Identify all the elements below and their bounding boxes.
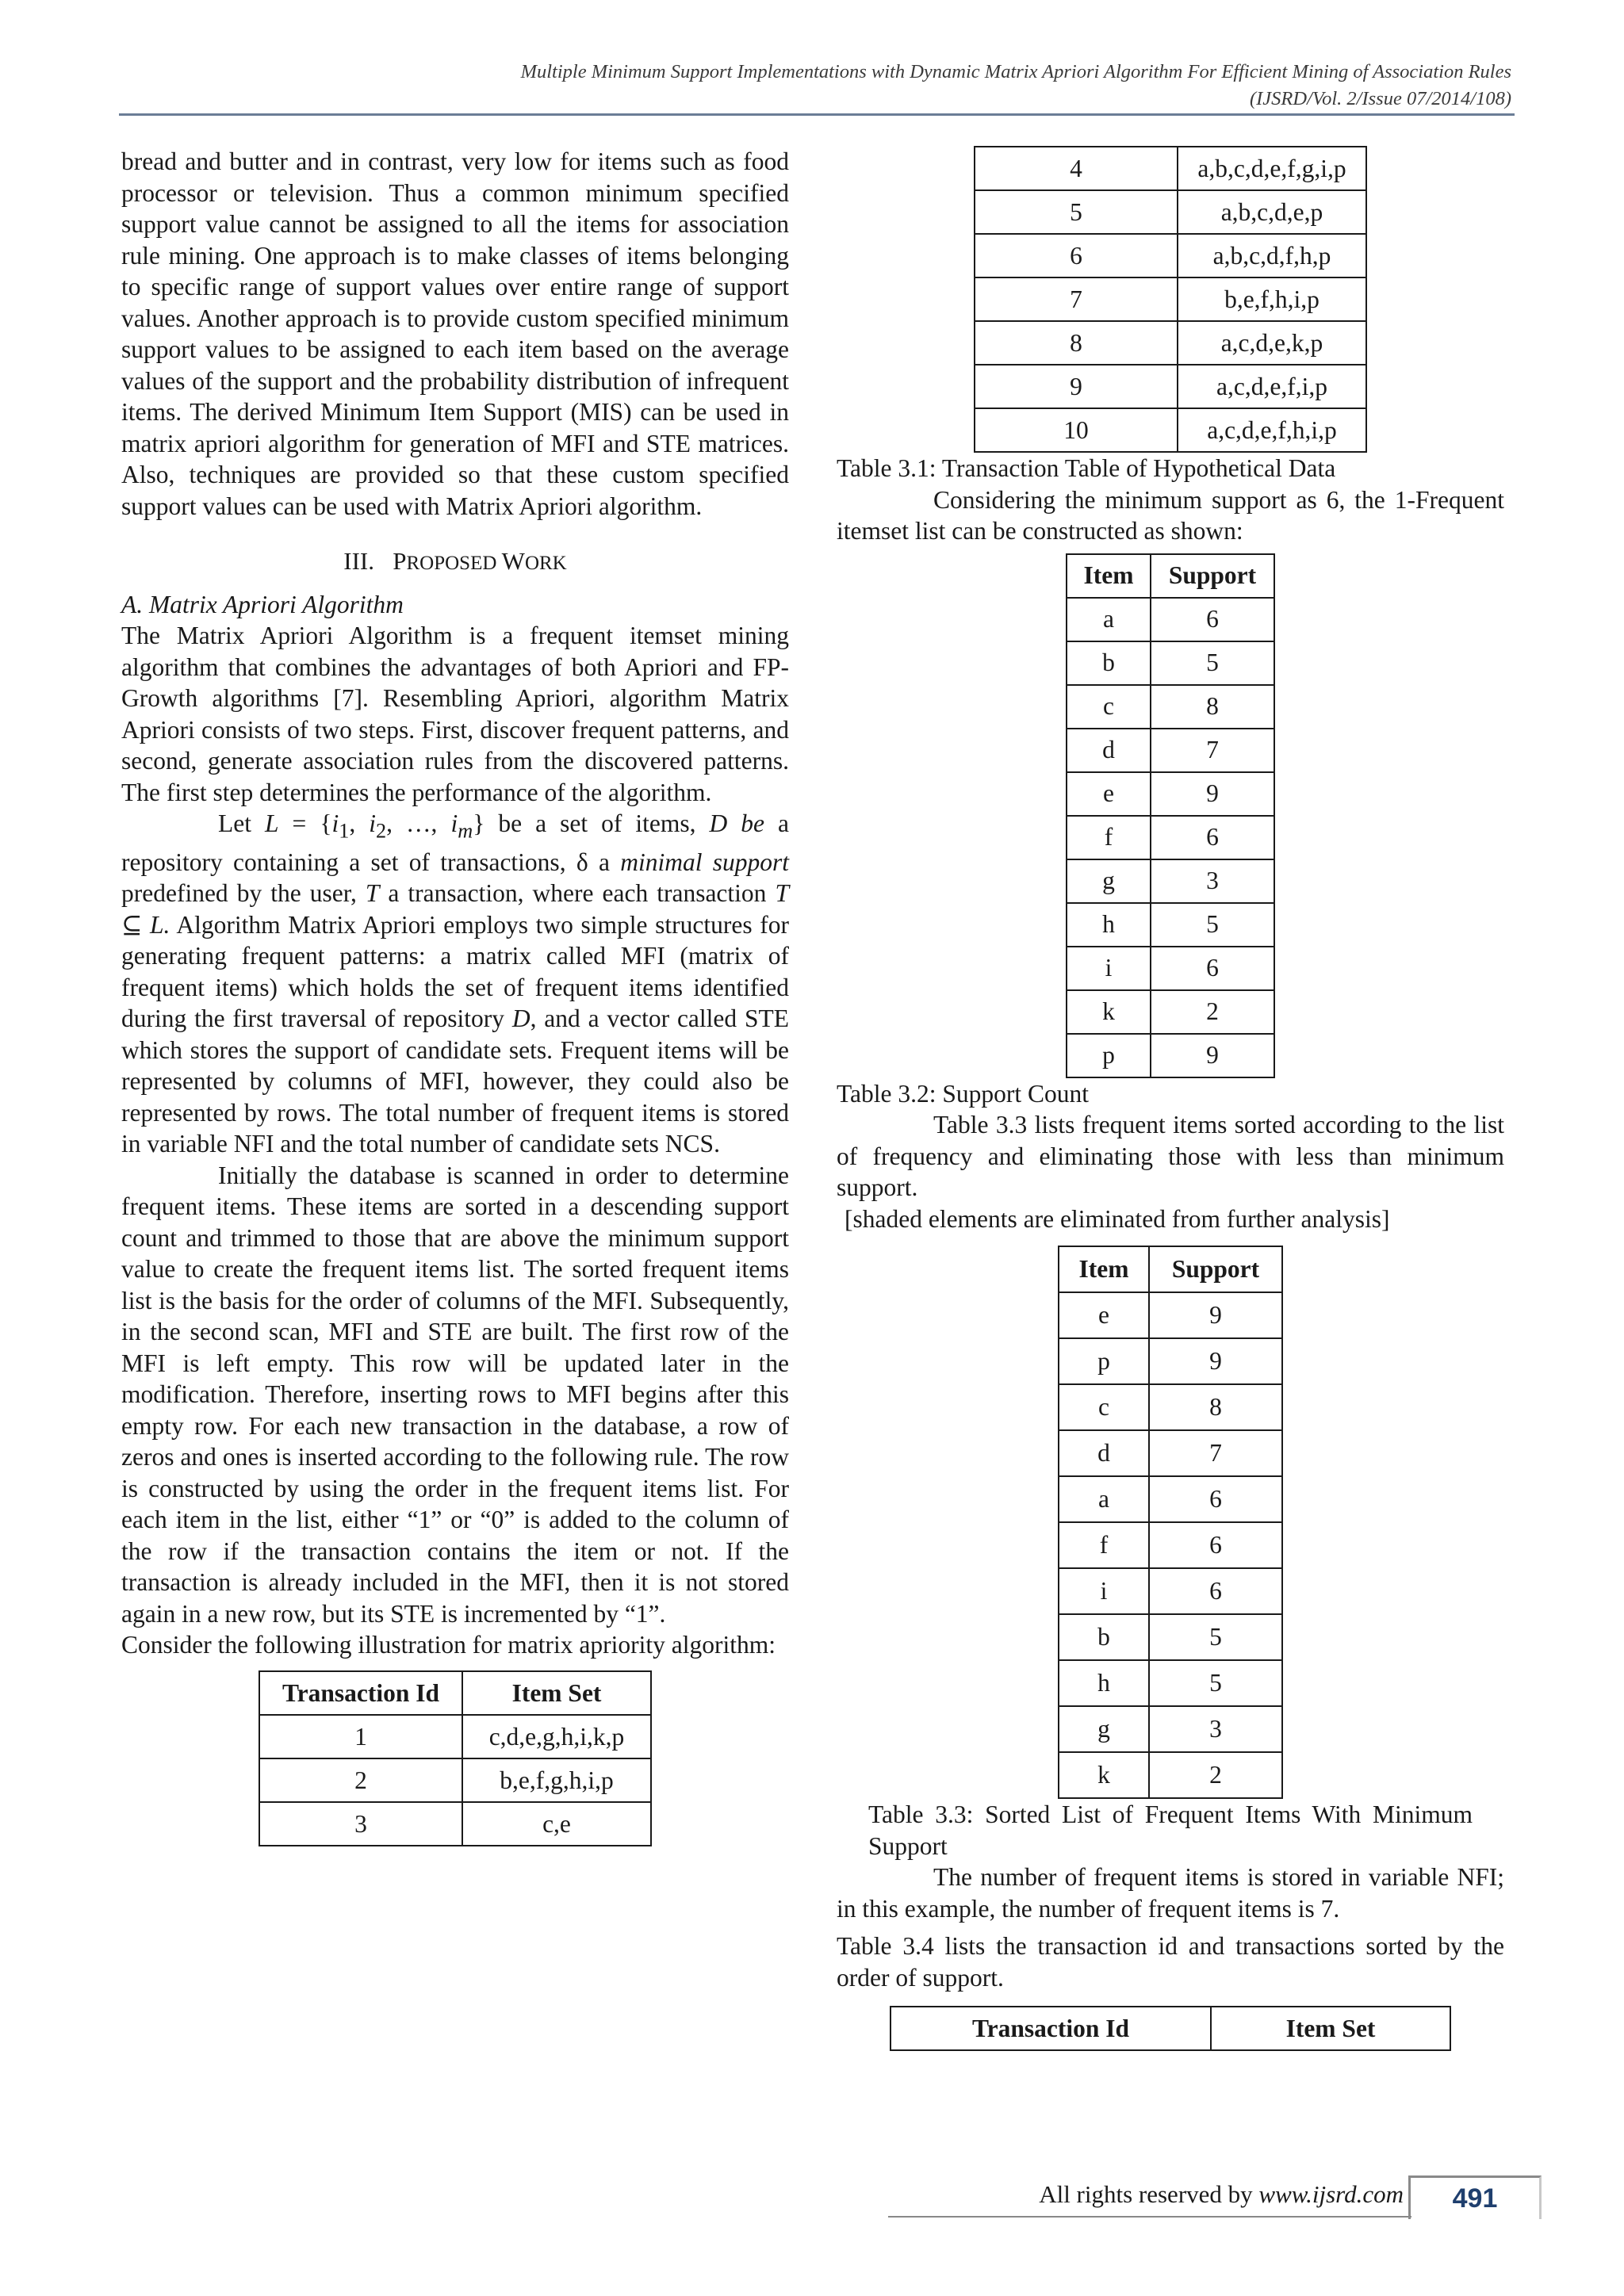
table-row: 10 a,c,d,e,f,h,i,p xyxy=(975,408,1366,452)
table-row: b 5 xyxy=(1067,641,1274,685)
table-row: c 8 xyxy=(1067,685,1274,729)
header-transaction-id: Transaction Id xyxy=(259,1671,462,1715)
table-row: 1 c,d,e,g,h,i,k,p xyxy=(259,1715,651,1758)
paragraph-nfi: The number of frequent items is stored in variable NFI; in this example, the number of frequent items is 7. xyxy=(837,1863,1504,1923)
left-column xyxy=(121,146,789,1846)
table-row: h 5 xyxy=(1067,903,1274,947)
footer-copyright: All rights reserved by www.ijsrd.com xyxy=(1039,2180,1404,2208)
table-row: g 3 xyxy=(1059,1706,1282,1752)
table-row: 3 c,e xyxy=(259,1802,651,1846)
paragraph-illustration: Consider the following illustration for matrix apriority algorithm: xyxy=(121,1631,776,1659)
page-number: 491 xyxy=(1408,2175,1542,2219)
header-transaction-id: Transaction Id xyxy=(891,2007,1211,2050)
paragraph-table-3-4-intro: Table 3.4 lists the transaction id and transactions sorted by the order of support. xyxy=(837,1932,1504,1992)
table-header-row xyxy=(1059,1246,1282,1292)
table-3-1-part-2 xyxy=(974,146,1367,453)
paragraph-intro: bread and butter and in contrast, very low for items such as food processor or television. Thus a common minimum specified support value cannot be assigned to all the items for association rule mining. One approach is to make classes of items belonging to specific range of support values over entire range of support values. Another approach is to provide custom specified minimum support values to be assigned to each item based on the average values of the support and the probability distribution of infrequent items. The derived Minimum Item Support (MIS) can be used in matrix apriori algorithm for generation of MFI and STE matrices. Also, techniques are provided so that these custom specified support values can be used with Matrix Apriori algorithm. xyxy=(121,147,789,520)
table-3-1-caption: Table 3.1: Transaction Table of Hypothetical Data xyxy=(837,454,1336,482)
header-item-set: Item Set xyxy=(1211,2007,1450,2050)
table-row: e 9 xyxy=(1059,1292,1282,1338)
table-row: a 6 xyxy=(1067,598,1274,641)
table-row: c 8 xyxy=(1059,1384,1282,1430)
table-3-2-caption: Table 3.2: Support Count xyxy=(837,1079,1090,1108)
table-row: i 6 xyxy=(1067,947,1274,990)
table-row: h 5 xyxy=(1059,1660,1282,1706)
table-row: 7 b,e,f,h,i,p xyxy=(975,277,1366,321)
table-row: k 2 xyxy=(1067,990,1274,1034)
header-title: Multiple Minimum Support Implementations with Dynamic Matrix Apriori Algorithm For Efficient Mining of Association Rules xyxy=(520,61,1511,82)
header-support: Support xyxy=(1149,1246,1282,1292)
table-row: p 9 xyxy=(1059,1338,1282,1384)
table-row: a 6 xyxy=(1059,1476,1282,1522)
table-row: b 5 xyxy=(1059,1614,1282,1660)
paragraph-min-support: Considering the minimum support as 6, the 1-Frequent itemset list can be constructed as shown: xyxy=(837,485,1504,545)
table-row: 8 a,c,d,e,k,p xyxy=(975,321,1366,365)
table-3-4 xyxy=(890,2006,1451,2051)
paragraph-sorted: Table 3.3 lists frequent items sorted according to the list of frequency and eliminating those with less than minimum support. xyxy=(837,1111,1504,1201)
table-row: d 7 xyxy=(1067,729,1274,772)
header-item: Item xyxy=(1059,1246,1149,1292)
subsection-heading: A. Matrix Apriori Algorithm xyxy=(121,590,404,618)
table-3-1-part-1 xyxy=(259,1670,652,1846)
table-row: f 6 xyxy=(1067,816,1274,859)
header-item-set: Item Set xyxy=(462,1671,651,1715)
footer-website: www.ijsrd.com xyxy=(1258,2180,1404,2208)
table-row: g 3 xyxy=(1067,859,1274,903)
table-row: 9 a,c,d,e,f,i,p xyxy=(975,365,1366,408)
paragraph-definitions: Let $L = \{i_1$, $i_2$, …, $i_m$} be a set of items, D be a repository containing a set of transactions, δ a minimal support predefined by the user, T a transaction, where each transaction T ⊆ L. Algorithm Matrix Apriori employs two simple structures for generating frequent patterns: a matrix called MFI (matrix of frequent items) which holds the set of frequent items identified during the first traversal of repository D, and a vector called STE which stores the support of candidate sets. Frequent items will be represented by columns of MFI, however, they could also be represented by rows. The total number of frequent items is stored in variable NFI and the total number of candidate sets NCS. xyxy=(121,809,790,1158)
header-support: Support xyxy=(1151,554,1274,598)
table-row: 4 a,b,c,d,e,f,g,i,p xyxy=(975,147,1366,190)
paragraph-initial-scan: Initially the database is scanned in order to determine frequent items. These items are sorted in a descending support count and trimmed to those that are above the minimum support value to create the frequent items list. The sorted frequent items list is the basis for the order of columns of the MFI. Subsequently, in the second scan, MFI and STE are built. The first row of the MFI is left empty. This row will be updated later in the modification. Therefore, inserting rows to MFI begins after this empty row. For each new transaction in the database, a row of zeros and ones is inserted according to the following rule. The row is constructed by using the order in the frequent items list. For each item in the list, either “1” or “0” is added to the column of the row if the transaction contains the item or not. If the transaction is already included in the MFI, then it is not stored again in a new row, but its STE is incremented by “1”. xyxy=(121,1161,789,1628)
shaded-note: [shaded elements are eliminated from further analysis] xyxy=(845,1204,1390,1233)
table-row: f 6 xyxy=(1059,1522,1282,1568)
header-journal: (IJSRD/Vol. 2/Issue 07/2014/108) xyxy=(1249,88,1511,109)
table-row: i 6 xyxy=(1059,1568,1282,1614)
paragraph-matrix-apriori: The Matrix Apriori Algorithm is a frequent itemset mining algorithm that combines the advantages of both Apriori and FP-Growth algorithms [7]. Resembling Apriori, algorithm Matrix Apriori consists of two steps. First, discover frequent patterns, and second, generate association rules from the discovered patterns. The first step determines the performance of the algorithm. xyxy=(121,622,789,806)
header-rule xyxy=(119,113,1515,116)
table-row: e 9 xyxy=(1067,772,1274,816)
table-row: d 7 xyxy=(1059,1430,1282,1476)
footer-rule xyxy=(888,2216,1411,2218)
section-heading xyxy=(121,545,789,580)
header-item: Item xyxy=(1067,554,1151,598)
table-3-3-caption: Table 3.3: Sorted List of Frequent Items With Minimum Support xyxy=(868,1800,1473,1860)
table-row: 6 a,b,c,d,f,h,p xyxy=(975,234,1366,277)
table-header-row xyxy=(259,1671,651,1715)
right-column xyxy=(837,146,1504,2051)
table-header-row xyxy=(1067,554,1274,598)
table-row: 2 b,e,f,g,h,i,p xyxy=(259,1758,651,1802)
section-number: III. xyxy=(343,547,374,575)
table-row: 5 a,b,c,d,e,p xyxy=(975,190,1366,234)
table-row: p 9 xyxy=(1067,1034,1274,1077)
section-title: PROPOSED WORK xyxy=(393,547,567,575)
table-header-row xyxy=(891,2007,1450,2050)
table-row: k 2 xyxy=(1059,1752,1282,1798)
running-header xyxy=(119,59,1511,113)
table-3-2 xyxy=(1066,553,1275,1078)
table-3-3 xyxy=(1058,1246,1283,1799)
